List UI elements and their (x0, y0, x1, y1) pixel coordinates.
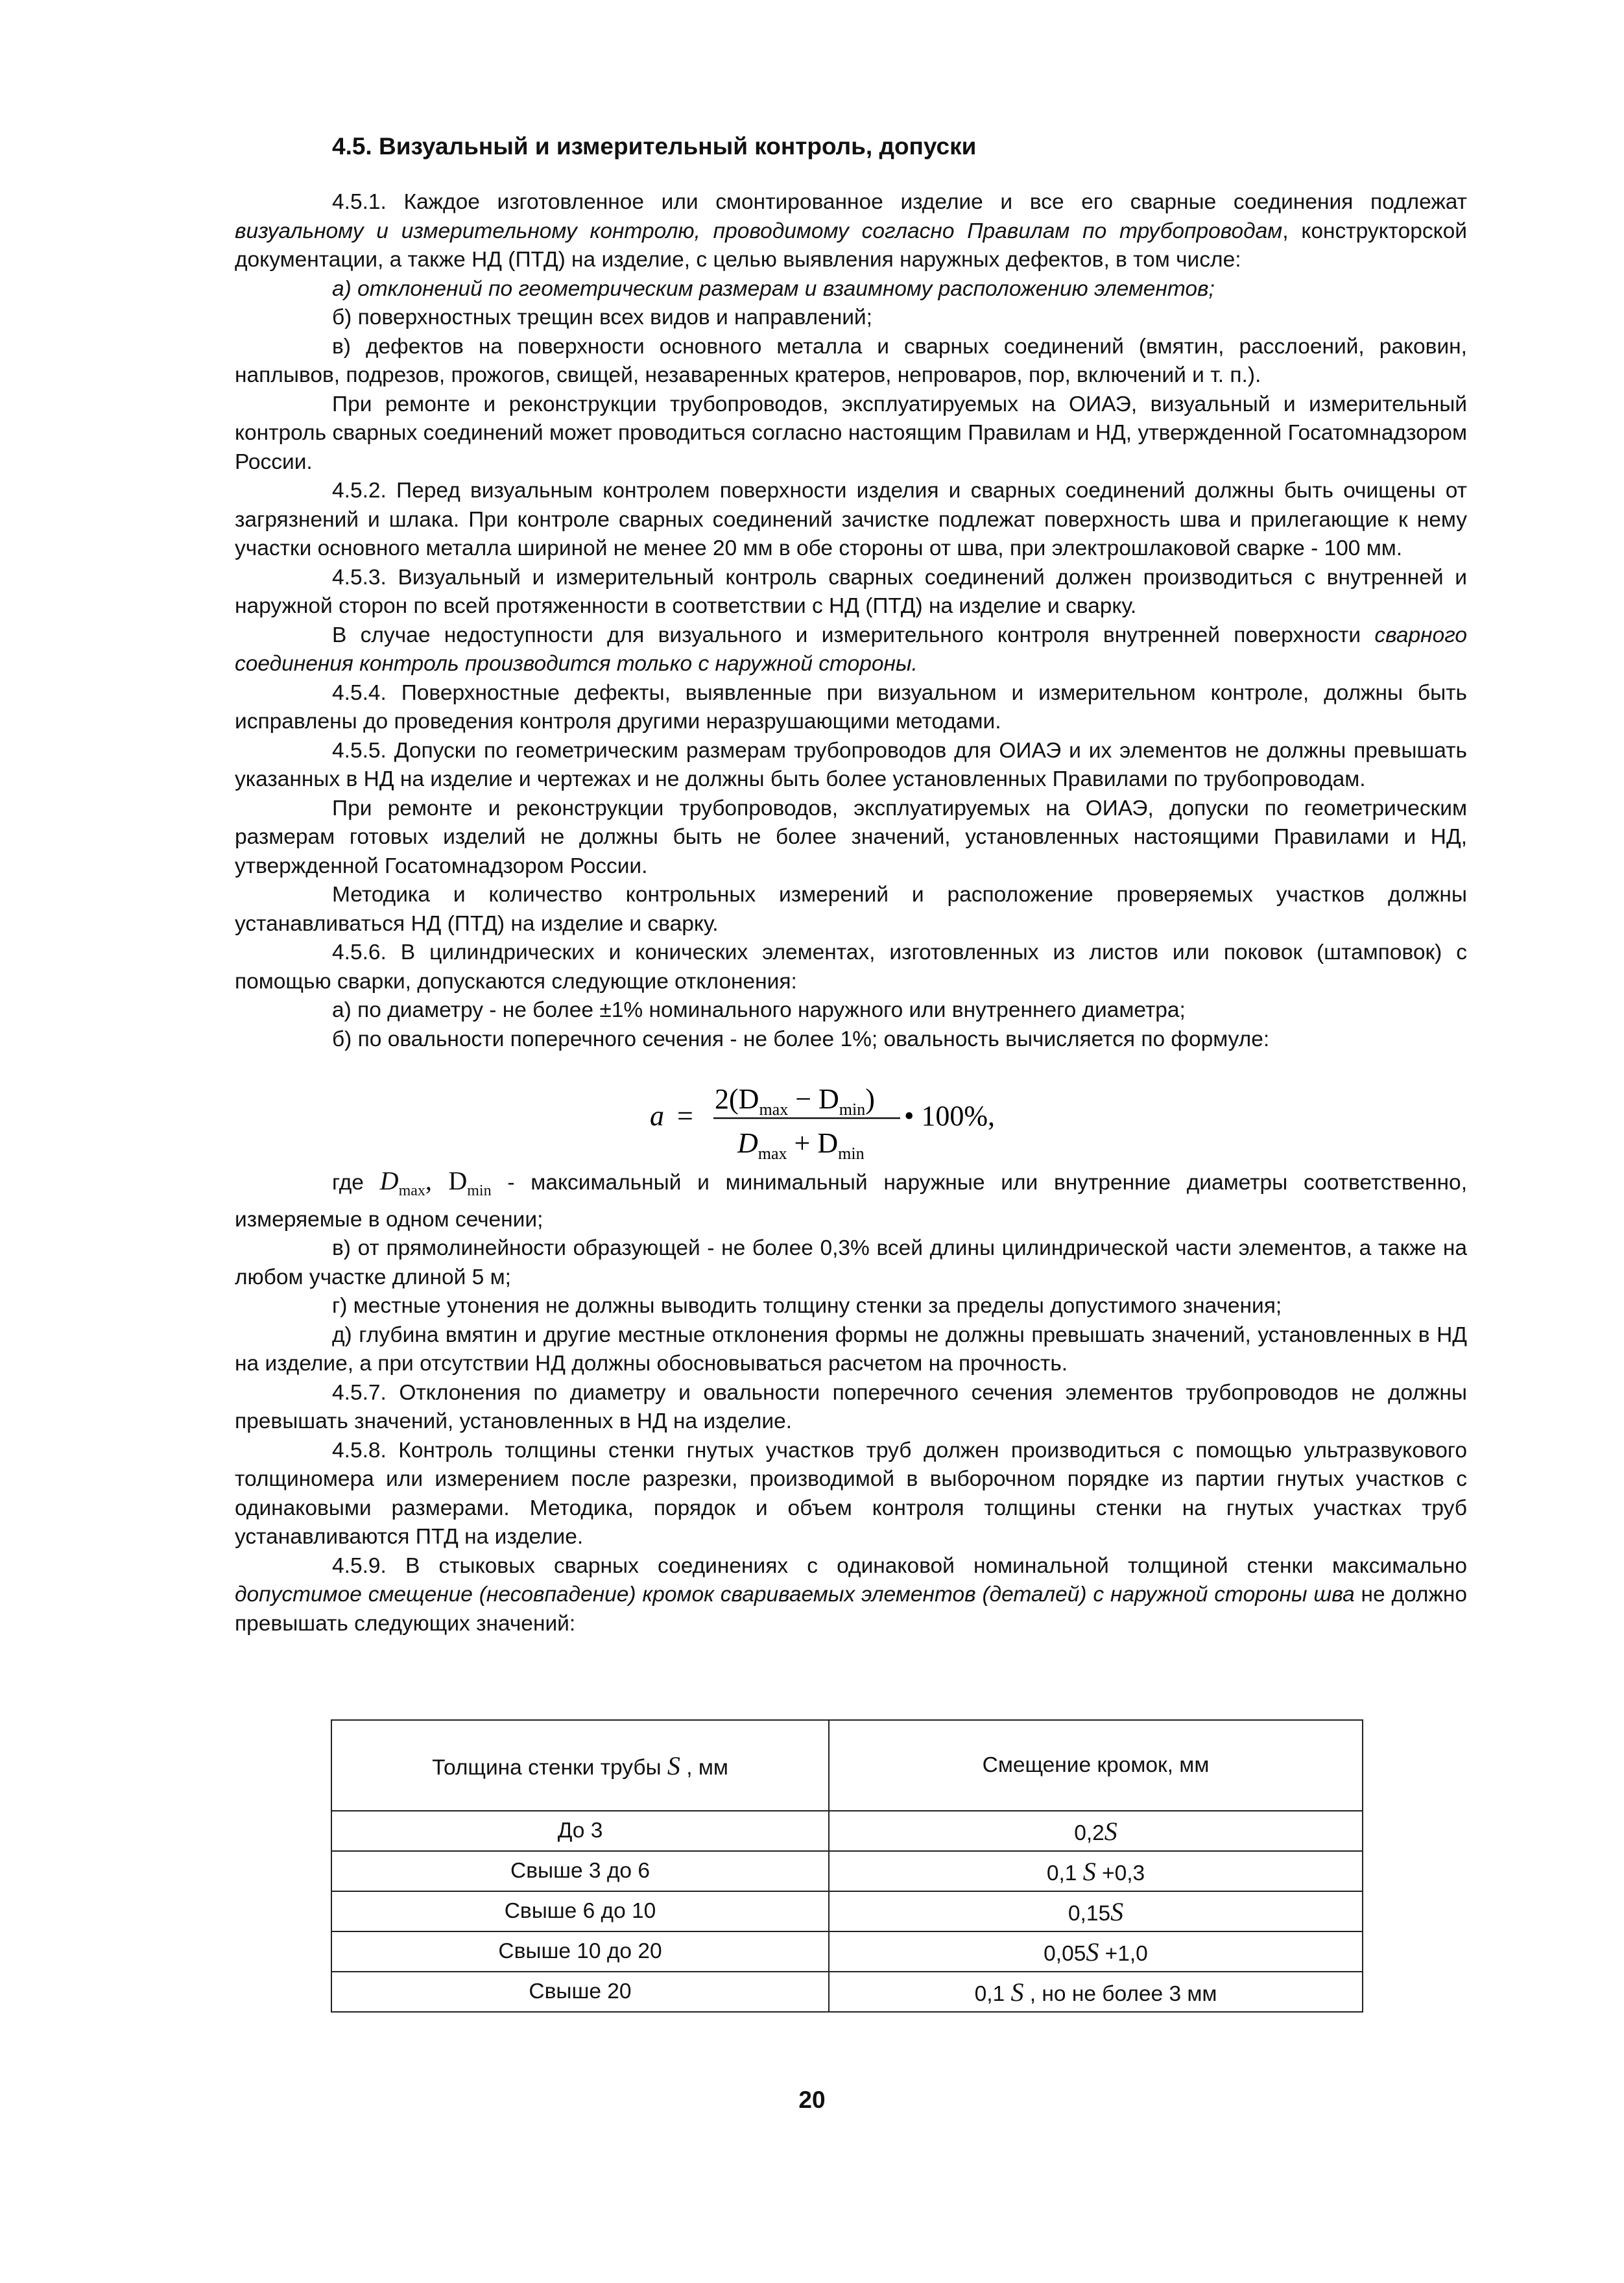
formula-rhs: • 100%, (904, 1100, 996, 1132)
paragraph-4-5-9 (235, 1552, 1467, 1639)
formula-svg (650, 1066, 1104, 1163)
table-row (331, 1891, 1363, 1931)
ovality-formula (235, 1066, 1467, 1163)
paragraph-inaccessible (235, 621, 1467, 679)
table-row (331, 1931, 1363, 1972)
table-row (331, 1811, 1363, 1851)
italic-run: сварного соединения контроль производится только с наружной стороны. (235, 623, 1467, 676)
paragraph-repair: При ремонте и реконструкции трубопроводов, эксплуатируемых на ОИАЭ, визуальный и измерительный контроль сварных соединений может проводиться согласно настоящим Правилам и НД, утвержденной Госатомнадзором России. (235, 392, 1467, 474)
paragraph-4-5-4: 4.5.4. Поверхностные дефекты, выявленные при визуальном и измерительном контроле, должны быть исправлены до проведения контроля другими неразрушающими методами. (235, 680, 1467, 734)
paragraph-methodology: Методика и количество контрольных измерений и расположение проверяемых участков должны устанавливаться НД (ПТД) на изделие и сварку. (235, 883, 1467, 936)
paragraph-4-5-1 (235, 188, 1467, 275)
cell-thickness: Свыше 10 до 20 (331, 1931, 829, 1972)
formula-numerator: $2(D_{max} - D_{min})$ (715, 1083, 875, 1119)
text-run: 4.5.9. В стыковых сварных соединениях с одинаковой номинальной толщиной стенки максимально (332, 1553, 1467, 1578)
paragraph-repair-tolerances: При ремонте и реконструкции трубопроводов, эксплуатируемых на ОИАЭ, допуски по геометрическим размерам готовых изделий не должны быть не более значений, установленных настоящими Правилами и НД, утвержденной Госатомнадзором России. (235, 796, 1467, 878)
formula-equals: = (677, 1100, 693, 1132)
text-run: - максимальный и минимальный наружные или внутренние диаметры соответственно, измеряемые в одном сечении; (235, 1171, 1468, 1232)
text-run: 4.5.1. Каждое изготовленное или смонтированное изделие и все его сварные соединения подлежат (332, 190, 1467, 214)
paragraph-4-5-7: 4.5.7. Отклонения по диаметру и овальности поперечного сечения элементов трубопроводов не должны превышать значений, установленных в НД на изделие. (235, 1380, 1467, 1433)
cell-offset: 0,1 S , но не более 3 мм (829, 1972, 1363, 2012)
list-item-g-thinning: г) местные утонения не должны выводить толщину стенки за пределы допустимого значения; (332, 1294, 1282, 1318)
cell-offset: 0,15S (829, 1891, 1363, 1931)
list-item-d-dents: д) глубина вмятин и другие местные отклонения формы не должны превышать значений, установленных в НД на изделие, а при отсутствии НД должны обосновываться расчетом на прочность. (235, 1322, 1467, 1376)
list-item-a: а) отклонений по геометрическим размерам и взаимному расположению элементов; (332, 276, 1215, 301)
formula-where (235, 1167, 1467, 1234)
text-run: не должно превышать следующих значений: (235, 1583, 1468, 1636)
header-edge-offset: Смещение кромок, мм (829, 1720, 1363, 1811)
list-item-b-ovality: б) по овальности поперечного сечения - не более 1%; овальность вычисляется по формуле: (332, 1027, 1270, 1051)
paragraph-4-5-3: 4.5.3. Визуальный и измерительный контроль сварных соединений должен производиться с внутренней и наружной сторон по всей протяженности в соответствии с НД (ПТД) на изделие и сварку. (235, 565, 1467, 618)
text-run: где (332, 1171, 380, 1195)
cell-offset: 0,05S +1,0 (829, 1931, 1363, 1972)
paragraph-4-5-5: 4.5.5. Допуски по геометрическим размерам трубопроводов для ОИАЭ и их элементов не должны превышать указанных в НД на изделие и чертежах и не должны быть более установленных Правилами по трубопроводам. (235, 738, 1467, 791)
header-wall-thickness: Толщина стенки трубы S , мм (331, 1720, 829, 1811)
list-item-b: б) поверхностных трещин всех видов и направлений; (332, 305, 872, 329)
section-body (235, 188, 1467, 1638)
paragraph-4-5-8: 4.5.8. Контроль толщины стенки гнутых участков труб должен производиться с помощью ультразвукового толщиномера или измерением после разрезки, производимой в выборочном порядке из партии гнутых участков с одинаковыми размерами. Методика, порядок и объем контроля толщины стенки на гнутых участках труб устанавливаются ПТД на изделие. (235, 1438, 1467, 1549)
edge-offset-table (331, 1719, 1363, 2013)
italic-run: визуальному и измерительному контролю, проводимому согласно Правилам по трубопроводам (235, 219, 1283, 243)
formula-denominator: $D_{max} + D_{min}$ (737, 1127, 865, 1163)
section-heading: 4.5. Визуальный и измерительный контроль, допуски (332, 133, 977, 160)
formula-lhs: a (650, 1100, 664, 1132)
list-item-a-diameter: а) по диаметру - не более ±1% номинального наружного или внутреннего диаметра; (332, 998, 1186, 1022)
cell-offset: 0,1 S +0,3 (829, 1851, 1363, 1891)
table-header-row (331, 1720, 1363, 1811)
text-run: , конструкторской документации, а также НД (ПТД) на изделие, с целью выявления наружных дефектов, в том числе: (235, 219, 1467, 272)
paragraph-4-5-2: 4.5.2. Перед визуальным контролем поверхности изделия и сварных соединений должны быть очищены от загрязнений и шлака. При контроле сварных соединений зачистке подлежат поверхность шва и прилегающие к нему участки основного металла шириной не менее 20 мм в обе стороны от шва, при электрошлаковой сварке - 100 мм. (235, 479, 1467, 560)
table-row (331, 1972, 1363, 2012)
list-item-v-straightness: в) от прямолинейности образующей - не более 0,3% всей длины цилиндрической части элементов, а также на любом участке длиной 5 м; (235, 1236, 1467, 1289)
cell-offset: 0,2S (829, 1811, 1363, 1851)
page-number: 20 (798, 2086, 826, 2113)
cell-thickness: Свыше 3 до 6 (331, 1851, 829, 1891)
cell-thickness: До 3 (331, 1811, 829, 1851)
paragraph-4-5-6: 4.5.6. В цилиндрических и конических элементах, изготовленных из листов или поковок (штамповок) с помощью сварки, допускаются следующие отклонения: (235, 940, 1467, 994)
text-run: В случае недоступности для визуального и измерительного контроля внутренней поверхности (332, 623, 1375, 647)
italic-run: допустимое смещение (несовпадение) кромок свариваемых элементов (деталей) с наружной стороны шва (235, 1583, 1355, 1607)
cell-thickness: Свыше 20 (331, 1972, 829, 2012)
list-item-v: в) дефектов на поверхности основного металла и сварных соединений (вмятин, расслоений, раковин, наплывов, подрезов, прожогов, свищей, незаваренных кратеров, непроваров, пор, включений и т. п.). (235, 334, 1467, 387)
table-row (331, 1851, 1363, 1891)
cell-thickness: Свыше 6 до 10 (331, 1891, 829, 1931)
where-symbols: $D_{max}$, $D_{min}$ (379, 1166, 492, 1199)
